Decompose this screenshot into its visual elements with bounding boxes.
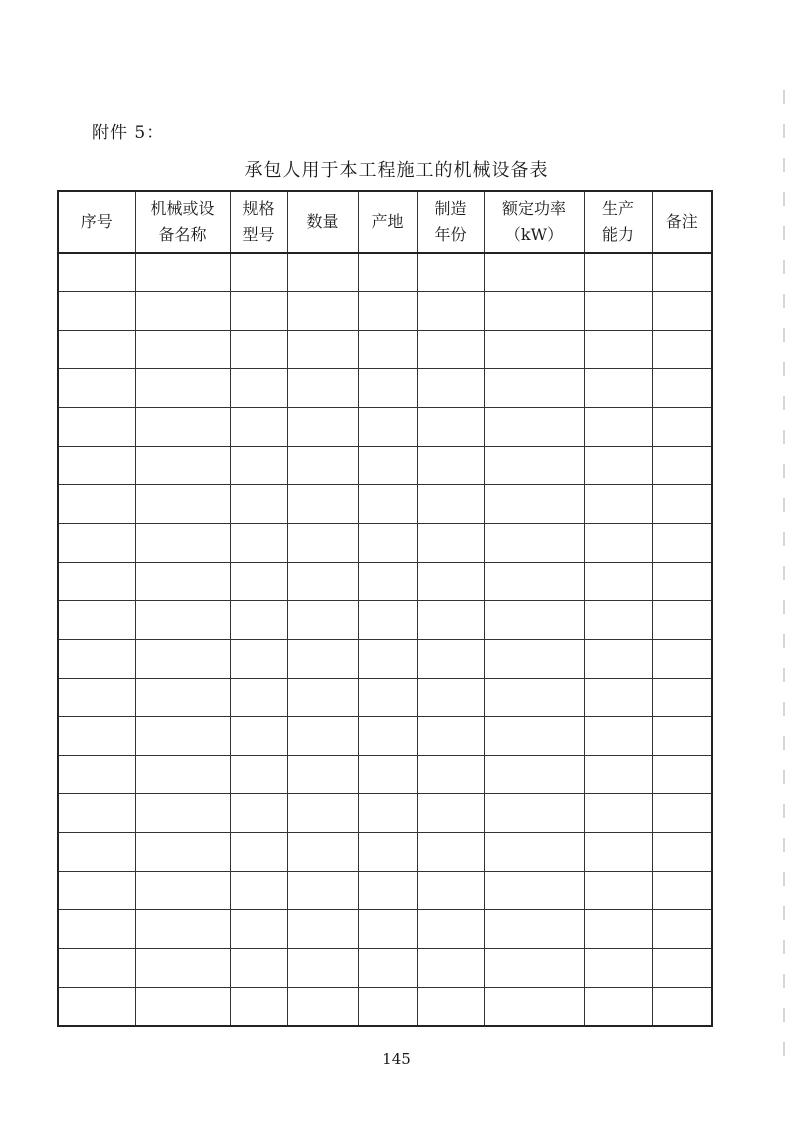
- table-cell: [58, 949, 135, 988]
- table-cell: [652, 485, 712, 524]
- table-cell: [584, 833, 652, 872]
- table-cell: [417, 717, 484, 756]
- table-row: [58, 833, 712, 872]
- table-cell: [135, 678, 230, 717]
- col-header-line: 序号: [80, 212, 113, 231]
- col-header-line: 制造: [434, 199, 467, 218]
- table-cell: [287, 910, 358, 949]
- table-cell: [287, 794, 358, 833]
- col-header-production-capacity: [584, 191, 652, 253]
- table-cell: [652, 369, 712, 408]
- table-cell: [287, 833, 358, 872]
- table-cell: [58, 678, 135, 717]
- table-cell: [652, 408, 712, 447]
- table-cell: [652, 253, 712, 292]
- table-cell: [417, 369, 484, 408]
- col-header-origin: [358, 191, 417, 253]
- page-number: 145: [382, 1050, 411, 1068]
- table-cell: [358, 253, 417, 292]
- col-header-line: 型号: [242, 225, 275, 244]
- table-cell: [287, 601, 358, 640]
- table-row: [58, 601, 712, 640]
- table-row: [58, 562, 712, 601]
- table-cell: [652, 949, 712, 988]
- col-header-serial-number: [58, 191, 135, 253]
- table-cell: [417, 523, 484, 562]
- table-cell: [58, 755, 135, 794]
- table-cell: [484, 678, 584, 717]
- table-cell: [584, 408, 652, 447]
- table-cell: [584, 330, 652, 369]
- table-cell: [652, 717, 712, 756]
- col-header-line: （kW）: [504, 225, 564, 244]
- table-row: [58, 755, 712, 794]
- col-header-line: 能力: [601, 225, 634, 244]
- table-cell: [417, 833, 484, 872]
- table-cell: [230, 253, 287, 292]
- table-cell: [358, 369, 417, 408]
- table-cell: [135, 987, 230, 1026]
- col-header-quantity: [287, 191, 358, 253]
- table-cell: [287, 330, 358, 369]
- table-row: [58, 523, 712, 562]
- table-cell: [584, 485, 652, 524]
- table-cell: [584, 987, 652, 1026]
- col-header-rated-power: [484, 191, 584, 253]
- table-cell: [358, 949, 417, 988]
- table-row: [58, 253, 712, 292]
- table-cell: [484, 369, 584, 408]
- table-cell: [135, 871, 230, 910]
- table-cell: [58, 794, 135, 833]
- table-cell: [484, 639, 584, 678]
- table-cell: [484, 949, 584, 988]
- scan-edge-shadow: [783, 90, 785, 1070]
- table-cell: [652, 678, 712, 717]
- table-cell: [584, 601, 652, 640]
- table-cell: [58, 910, 135, 949]
- table-cell: [417, 253, 484, 292]
- table-cell: [652, 833, 712, 872]
- table-cell: [417, 794, 484, 833]
- table-cell: [652, 755, 712, 794]
- table-cell: [484, 523, 584, 562]
- table-cell: [58, 369, 135, 408]
- table-cell: [135, 833, 230, 872]
- table-cell: [58, 485, 135, 524]
- table-cell: [58, 639, 135, 678]
- equipment-table: [57, 190, 713, 1027]
- table-cell: [358, 485, 417, 524]
- table-cell: [230, 678, 287, 717]
- table-cell: [584, 523, 652, 562]
- table-cell: [484, 485, 584, 524]
- col-header-line: 生产: [601, 199, 634, 218]
- col-header-line: 备名称: [158, 225, 207, 244]
- attachment-label: 附件 5：: [92, 123, 165, 143]
- table-row: [58, 717, 712, 756]
- table-cell: [358, 523, 417, 562]
- table-row: [58, 330, 712, 369]
- col-header-manufacture-year: [417, 191, 484, 253]
- table-cell: [652, 446, 712, 485]
- table-cell: [358, 639, 417, 678]
- table-cell: [358, 408, 417, 447]
- table-cell: [417, 987, 484, 1026]
- col-header-equipment-name: [135, 191, 230, 253]
- table-cell: [287, 639, 358, 678]
- table-cell: [287, 755, 358, 794]
- table-cell: [230, 987, 287, 1026]
- table-row: [58, 292, 712, 331]
- table-cell: [58, 292, 135, 331]
- table-cell: [584, 292, 652, 331]
- table-cell: [230, 485, 287, 524]
- table-cell: [135, 562, 230, 601]
- table-cell: [484, 794, 584, 833]
- table-cell: [484, 446, 584, 485]
- table-cell: [484, 987, 584, 1026]
- table-cell: [287, 562, 358, 601]
- table-cell: [58, 833, 135, 872]
- table-cell: [484, 755, 584, 794]
- table-row: [58, 446, 712, 485]
- table-cell: [358, 330, 417, 369]
- col-header-spec-model: [230, 191, 287, 253]
- table-cell: [358, 871, 417, 910]
- table-cell: [287, 987, 358, 1026]
- table-row: [58, 408, 712, 447]
- table-cell: [58, 987, 135, 1026]
- table-cell: [652, 910, 712, 949]
- table-cell: [584, 949, 652, 988]
- table-cell: [584, 446, 652, 485]
- table-cell: [417, 330, 484, 369]
- table-cell: [287, 523, 358, 562]
- table-cell: [135, 910, 230, 949]
- table-cell: [584, 871, 652, 910]
- table-cell: [417, 485, 484, 524]
- table-cell: [287, 369, 358, 408]
- table-cell: [230, 408, 287, 447]
- col-header-line: 年份: [434, 225, 467, 244]
- table-cell: [135, 292, 230, 331]
- table-cell: [652, 794, 712, 833]
- table-cell: [652, 601, 712, 640]
- table-cell: [230, 794, 287, 833]
- table-cell: [584, 910, 652, 949]
- table-cell: [230, 717, 287, 756]
- table-cell: [584, 562, 652, 601]
- table-cell: [584, 639, 652, 678]
- table-cell: [358, 562, 417, 601]
- table-cell: [358, 910, 417, 949]
- table-cell: [287, 485, 358, 524]
- table-cell: [135, 601, 230, 640]
- col-header-line: 产地: [371, 212, 404, 231]
- table-cell: [484, 871, 584, 910]
- table-cell: [135, 639, 230, 678]
- table-cell: [484, 562, 584, 601]
- table-cell: [58, 717, 135, 756]
- col-header-line: 机械或设: [150, 199, 215, 218]
- col-header-line: 额定功率: [501, 199, 566, 218]
- header-row: [58, 191, 712, 253]
- table-cell: [230, 292, 287, 331]
- col-header-line: 备注: [665, 212, 698, 231]
- table-row: [58, 871, 712, 910]
- table-cell: [484, 253, 584, 292]
- table-cell: [484, 833, 584, 872]
- col-header-remarks: [652, 191, 712, 253]
- table-row: [58, 639, 712, 678]
- table-cell: [484, 601, 584, 640]
- table-cell: [135, 717, 230, 756]
- table-cell: [652, 562, 712, 601]
- table-cell: [135, 949, 230, 988]
- table-cell: [135, 253, 230, 292]
- table-cell: [652, 330, 712, 369]
- table-cell: [417, 408, 484, 447]
- table-cell: [58, 562, 135, 601]
- table-cell: [417, 910, 484, 949]
- table-row: [58, 910, 712, 949]
- table-cell: [135, 330, 230, 369]
- table-cell: [230, 755, 287, 794]
- table-row: [58, 987, 712, 1026]
- table-cell: [417, 871, 484, 910]
- table-cell: [484, 408, 584, 447]
- table-cell: [652, 987, 712, 1026]
- table-cell: [58, 253, 135, 292]
- table-cell: [135, 446, 230, 485]
- table-cell: [135, 523, 230, 562]
- table-cell: [358, 987, 417, 1026]
- table-cell: [230, 949, 287, 988]
- table-cell: [230, 446, 287, 485]
- table-cell: [135, 485, 230, 524]
- table-cell: [584, 369, 652, 408]
- table-cell: [230, 523, 287, 562]
- table-row: [58, 949, 712, 988]
- table-cell: [287, 678, 358, 717]
- table-row: [58, 794, 712, 833]
- table-cell: [417, 601, 484, 640]
- table-cell: [58, 446, 135, 485]
- table-cell: [358, 678, 417, 717]
- table-cell: [584, 678, 652, 717]
- table-cell: [484, 717, 584, 756]
- table-cell: [287, 408, 358, 447]
- table-cell: [358, 833, 417, 872]
- table-cell: [135, 408, 230, 447]
- table-cell: [230, 639, 287, 678]
- table-cell: [417, 562, 484, 601]
- table-cell: [135, 794, 230, 833]
- table-cell: [287, 446, 358, 485]
- table-cell: [417, 678, 484, 717]
- table-row: [58, 678, 712, 717]
- table-cell: [135, 369, 230, 408]
- table-cell: [58, 523, 135, 562]
- table-title: 承包人用于本工程施工的机械设备表: [244, 160, 549, 181]
- table-cell: [230, 562, 287, 601]
- table-cell: [135, 755, 230, 794]
- table-cell: [652, 292, 712, 331]
- table-cell: [358, 601, 417, 640]
- table-cell: [358, 717, 417, 756]
- table-cell: [652, 639, 712, 678]
- table-cell: [287, 949, 358, 988]
- table-body: [58, 253, 712, 1026]
- table-cell: [584, 755, 652, 794]
- table-cell: [484, 292, 584, 331]
- table-cell: [652, 871, 712, 910]
- table-cell: [584, 794, 652, 833]
- table-cell: [584, 253, 652, 292]
- table-cell: [358, 794, 417, 833]
- table-cell: [484, 330, 584, 369]
- table-cell: [230, 369, 287, 408]
- col-header-line: 数量: [306, 212, 339, 231]
- table-cell: [652, 523, 712, 562]
- table-cell: [417, 446, 484, 485]
- table-cell: [584, 717, 652, 756]
- table-row: [58, 485, 712, 524]
- table-cell: [230, 833, 287, 872]
- table-cell: [230, 871, 287, 910]
- table-cell: [287, 292, 358, 331]
- table-cell: [358, 292, 417, 331]
- table-cell: [287, 253, 358, 292]
- table-cell: [358, 446, 417, 485]
- table-cell: [230, 910, 287, 949]
- table-cell: [417, 949, 484, 988]
- table-cell: [358, 755, 417, 794]
- table-cell: [58, 871, 135, 910]
- table-cell: [484, 910, 584, 949]
- table-row: [58, 369, 712, 408]
- table-cell: [287, 871, 358, 910]
- table-cell: [417, 292, 484, 331]
- col-header-line: 规格: [242, 199, 275, 218]
- table-cell: [58, 408, 135, 447]
- table-cell: [230, 330, 287, 369]
- table-cell: [58, 601, 135, 640]
- table-cell: [417, 755, 484, 794]
- table-cell: [417, 639, 484, 678]
- table-cell: [287, 717, 358, 756]
- table-cell: [230, 601, 287, 640]
- table-cell: [58, 330, 135, 369]
